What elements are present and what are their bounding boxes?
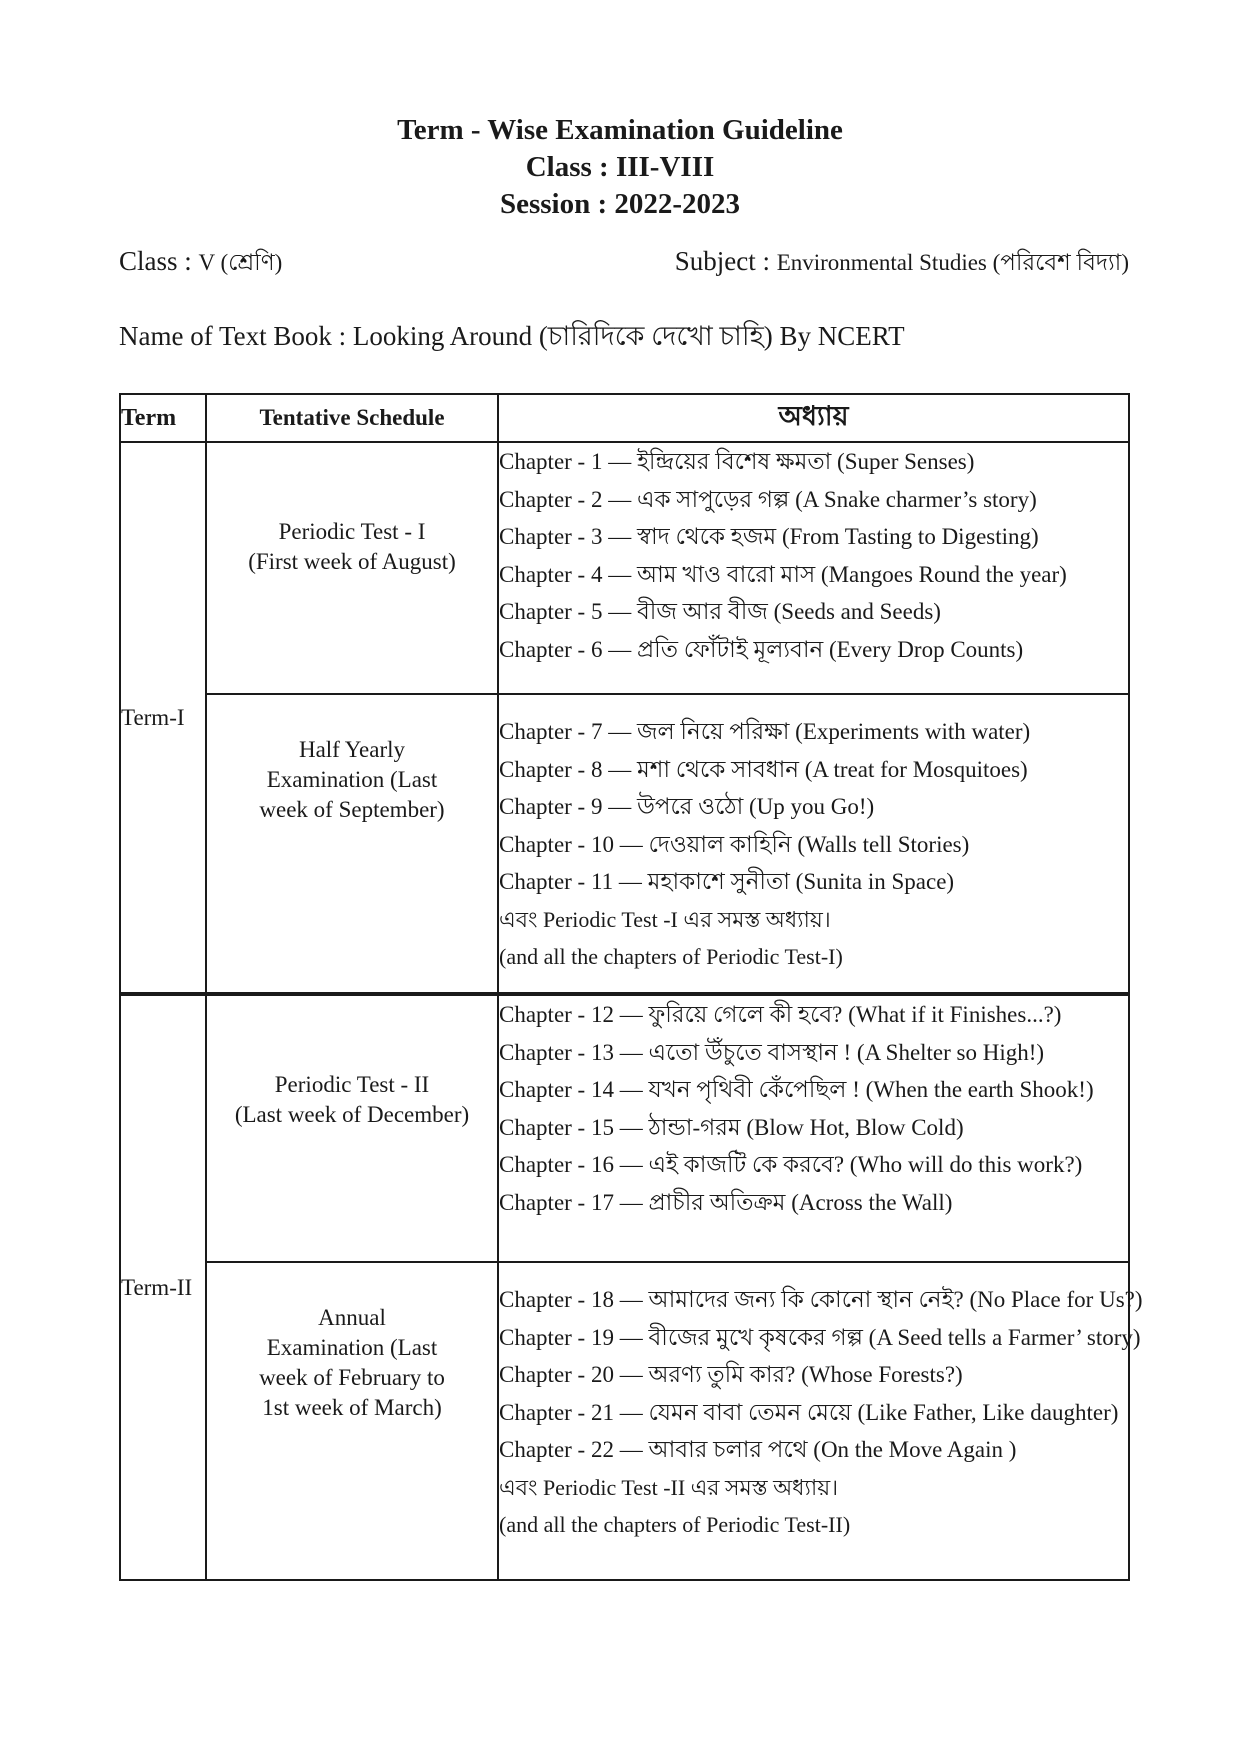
chapter-item: Chapter - 12 — ফুরিয়ে গেলে কী হবে? (What if it Finishes...?) (499, 1002, 1062, 1027)
chapter-item: Chapter - 3 — স্বাদ থেকে হজম (From Tasting to Digesting) (499, 524, 1039, 549)
schedule-line: (First week of August) (248, 549, 456, 574)
chapter-note: (and all the chapters of Periodic Test-II) (499, 1512, 851, 1537)
table-row (120, 694, 1129, 994)
header-schedule: Tentative Schedule (206, 394, 498, 442)
chapter-item: Chapter - 17 — প্রাচীর অতিক্রম (Across the Wall) (499, 1189, 953, 1215)
chapter-list (498, 442, 1129, 694)
term-name: Term-I (120, 442, 206, 994)
table-header-row (120, 394, 1129, 442)
chapter-item: Chapter - 11 — মহাকাশে সুনীতা (Sunita in Space) (499, 869, 955, 894)
schedule-line: week of September) (259, 797, 445, 822)
table-body (120, 442, 1143, 1580)
schedule-line: Half Yearly (298, 737, 406, 762)
chapter-item: Chapter - 6 — প্রতি ফোঁটাই মূল্যবান (Every Drop Counts) (499, 636, 1024, 662)
header-chapters: অধ্যায় (498, 394, 1129, 442)
chapter-item: Chapter - 4 — আম খাও বারো মাস (Mangoes Round the year) (499, 561, 1067, 587)
chapter-item: Chapter - 7 — জল নিয়ে পরিক্ষা (Experiments with water) (499, 719, 1031, 744)
class-info (119, 244, 282, 283)
textbook-name: Name of Text Book : Looking Around (চারিদিকে দেখো চাহি) By NCERT (119, 321, 905, 351)
class-subject-row (119, 244, 1129, 280)
chapter-item: Chapter - 2 — এক সাপুড়ের গল্প (A Snake charmer’s story) (499, 486, 1037, 512)
session: Session : 2022-2023 (499, 188, 741, 220)
document-title: Term - Wise Examination Guideline (397, 114, 843, 146)
chapter-note: (and all the chapters of Periodic Test-I) (499, 944, 843, 969)
chapter-item: Chapter - 20 — অরণ্য তুমি কার? (Whose Forests?) (499, 1362, 963, 1387)
schedule-line: Periodic Test - II (274, 1072, 430, 1097)
chapter-list (498, 994, 1129, 1262)
chapter-item: Chapter - 19 — বীজের মুখে কৃষকের গল্প (A Seed tells a Farmer’ story) (499, 1324, 1141, 1350)
schedule-line: 1st week of March) (262, 1395, 442, 1420)
chapter-item: Chapter - 8 — মশা থেকে সাবধান (A treat for Mosquitoes) (499, 756, 1028, 782)
header-term: Term (120, 394, 206, 442)
chapter-note: এবং Periodic Test -II এর সমস্ত অধ্যায়। (499, 1474, 839, 1500)
chapter-list (498, 694, 1129, 994)
document-header (0, 112, 1240, 223)
schedule-table (119, 393, 1143, 1581)
chapter-item: Chapter - 14 — যখন পৃথিবী কেঁপেছিল ! (When the earth Shook!) (499, 1077, 1094, 1102)
table-row (120, 994, 1129, 1262)
term-name: Term-II (120, 994, 206, 1580)
chapter-list (498, 1262, 1143, 1580)
chapter-item: Chapter - 13 — এতো উঁচুতে বাসস্থান ! (A Shelter so High!) (499, 1039, 1045, 1065)
chapter-item: Chapter - 21 — যেমন বাবা তেমন মেয়ে (Like Father, Like daughter) (499, 1399, 1119, 1425)
exam-schedule (206, 694, 498, 994)
chapter-item: Chapter - 16 — এই কাজটি কে করবে? (Who will do this work?) (499, 1152, 1083, 1177)
schedule-line: week of February to (259, 1365, 445, 1390)
class-range: Class : III-VIII (525, 151, 715, 183)
chapter-item: Chapter - 18 — আমাদের জন্য কি কোনো স্থান নেই? (No Place for Us?) (499, 1287, 1143, 1312)
table-row (120, 1262, 1129, 1580)
class-label: Class : (119, 246, 192, 276)
chapter-item: Chapter - 22 — আবার চলার পথে (On the Move Again ) (499, 1437, 1017, 1462)
chapter-item: Chapter - 9 — উপরে ওঠো (Up you Go!) (499, 794, 875, 819)
exam-schedule (206, 442, 498, 694)
schedule-line: (Last week of December) (234, 1102, 470, 1127)
subject-label: Subject : (674, 246, 770, 276)
chapter-item: Chapter - 15 — ঠান্ডা-গরম (Blow Hot, Blow Cold) (499, 1114, 964, 1140)
table-row (120, 442, 1129, 694)
chapter-item: Chapter - 1 — ইন্দ্রিয়ের বিশেষ ক্ষমতা (Super Senses) (499, 449, 975, 474)
subject-value: Environmental Studies (পরিবেশ বিদ্যা) (776, 250, 1129, 275)
chapter-item: Chapter - 5 — বীজ আর বীজ (Seeds and Seeds) (499, 599, 941, 624)
schedule-line: Examination (Last (266, 1335, 438, 1360)
chapter-item: Chapter - 10 — দেওয়াল কাহিনি (Walls tell Stories) (499, 831, 970, 857)
subject-info (675, 244, 1129, 283)
exam-schedule (206, 994, 498, 1262)
chapter-note: এবং Periodic Test -I এর সমস্ত অধ্যায়। (499, 906, 831, 932)
schedule-line: Periodic Test - I (278, 519, 426, 544)
schedule-line: Annual (318, 1305, 386, 1330)
class-value: V (শ্রেণি) (198, 250, 283, 275)
schedule-line: Examination (Last (266, 767, 438, 792)
exam-schedule (206, 1262, 498, 1580)
